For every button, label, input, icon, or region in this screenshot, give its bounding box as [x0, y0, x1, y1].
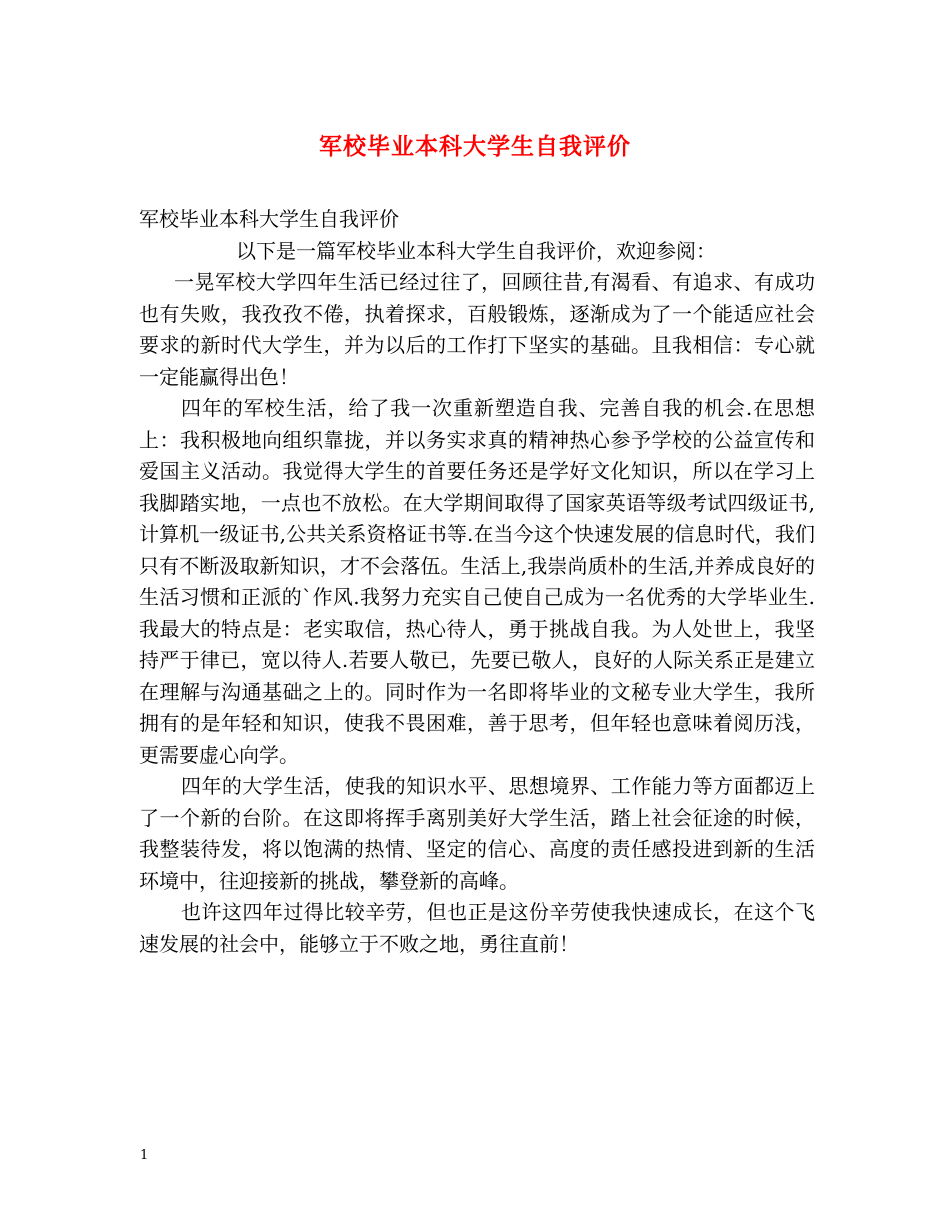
body-paragraph-2: 四年的军校生活，给了我一次重新塑造自我、完善自我的机会.在思想上：我积极地向组织靠拢，并以务实求真的精神热心参予学校的公益宣传和爱国主义活动。我觉得大学生的首要任务还是学好文化知识，所以在学习上我脚踏实地，一点也不放松。在大学期间取得了国家英语等级考试四级证书,计算机一级证书,公共关系资格证书等.在当今这个快速发展的信息时代，我们只有不断汲取新知识，才不会落伍。生活上,我崇尚质朴的生活,并养成良好的生活习惯和正派的`作风.我努力充实自己使自己成为一名优秀的大学毕业生.我最大的特点是：老实取信，热心待人，勇于挑战自我。为人处世上，我坚持严于律已，宽以待人.若要人敬已，先要已敬人，良好的人际关系正是建立在理解与沟通基础之上的。同时作为一名即将毕业的文秘专业大学生，我所拥有的是年轻和知识，使我不畏困难，善于思考，但年轻也意味着阅历浅，更需要虚心向学。 [139, 396, 815, 767]
body-paragraph-1: 一晃军校大学四年生活已经过往了，回顾往昔,有渴看、有追求、有成功也有失败，我孜孜不倦，执着探求，百般锻炼，逐渐成为了一个能适应社会要求的新时代大学生，并为以后的工作打下坚实的基础。且我相信：专心就一定能赢得出色！ [139, 270, 815, 389]
document-subtitle: 军校毕业本科大学生自我评价 [139, 207, 399, 231]
body-paragraph-3: 四年的大学生活，使我的知识水平、思想境界、工作能力等方面都迈上了一个新的台阶。在这即将挥手离别美好大学生活，踏上社会征途的时候，我整装待发，将以饱满的热情、坚定的信心、高度的责任感投进到新的生活环境中，往迎接新的挑战，攀登新的高峰。 [139, 774, 815, 893]
body-paragraph-4: 也许这四年过得比较辛劳，但也正是这份辛劳使我快速成长，在这个飞速发展的社会中，能够立于不败之地，勇往直前！ [139, 900, 815, 956]
document-title: 军校毕业本科大学生自我评价 [319, 133, 631, 160]
document-body [139, 204, 815, 960]
intro-paragraph: 以下是一篇军校毕业本科大学生自我评价，欢迎参阅： [236, 238, 716, 263]
page-number: 1 [140, 1148, 149, 1163]
